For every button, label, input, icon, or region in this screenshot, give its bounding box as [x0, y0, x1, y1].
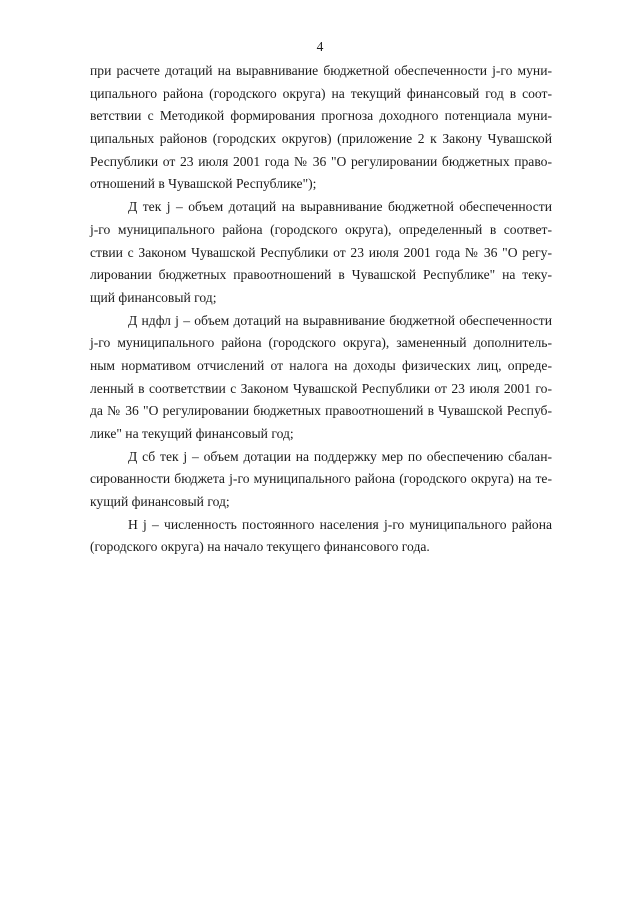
text-line: j-го муниципального района (городского округа), замененный дополнитель- — [90, 335, 552, 351]
text-line: ленный в соответствии с Законом Чувашской Республики от 23 июля 2001 го- — [90, 380, 552, 396]
text-line: (городского округа) на начало текущего финансового года. — [90, 539, 430, 555]
text-line: да № 36 "О регулировании бюджетных правоотношений в Чувашской Респуб- — [90, 403, 552, 419]
paragraph-first-line: Н j – численность постоянного населения j-го муниципального района — [128, 516, 552, 532]
text-line: лике" на текущий финансовый год; — [90, 426, 294, 441]
text-line: j-го муниципального района (городского округа), определенный в соответ- — [90, 221, 552, 237]
paragraph-first-line: Д тек j – объем дотаций на выравнивание бюджетной обеспеченности — [128, 199, 552, 215]
paragraph-first-line: Д ндфл j – объем дотаций на выравнивание бюджетной обеспеченности — [128, 312, 552, 328]
text-line: щий финансовый год; — [90, 289, 217, 305]
text-line: ципальных районов (городских округов) (приложение 2 к Закону Чувашской — [90, 131, 552, 147]
text-line: ципального района (городского округа) на текущий финансовый год в соот- — [90, 85, 552, 101]
text-line: ным нормативом отчислений от налога на доходы физических лиц, опреде- — [90, 357, 552, 373]
text-line: сированности бюджета j-го муниципального района (городского округа) на те- — [90, 471, 552, 487]
text-line: кущий финансовый год; — [90, 494, 230, 510]
text-line: Республики от 23 июля 2001 года № 36 "О регулировании бюджетных право- — [90, 153, 552, 169]
text-line: отношений в Чувашской Республике"); — [90, 176, 317, 192]
text-line: лировании бюджетных правоотношений в Чувашской Республике" на теку- — [90, 267, 552, 283]
page-number: 4 — [316, 39, 324, 54]
paragraph-first-line: Д сб тек j – объем дотации на поддержку мер по обеспечению сбалан- — [128, 448, 552, 464]
text-line: ветствии с Методикой формирования прогноза доходного потенциала муни- — [90, 108, 552, 124]
text-line: при расчете дотаций на выравнивание бюджетной обеспеченности j-го муни- — [90, 63, 552, 78]
document-body — [90, 60, 552, 559]
text-line: ствии с Законом Чувашской Республики от 23 июля 2001 года № 36 "О регу- — [90, 244, 552, 260]
